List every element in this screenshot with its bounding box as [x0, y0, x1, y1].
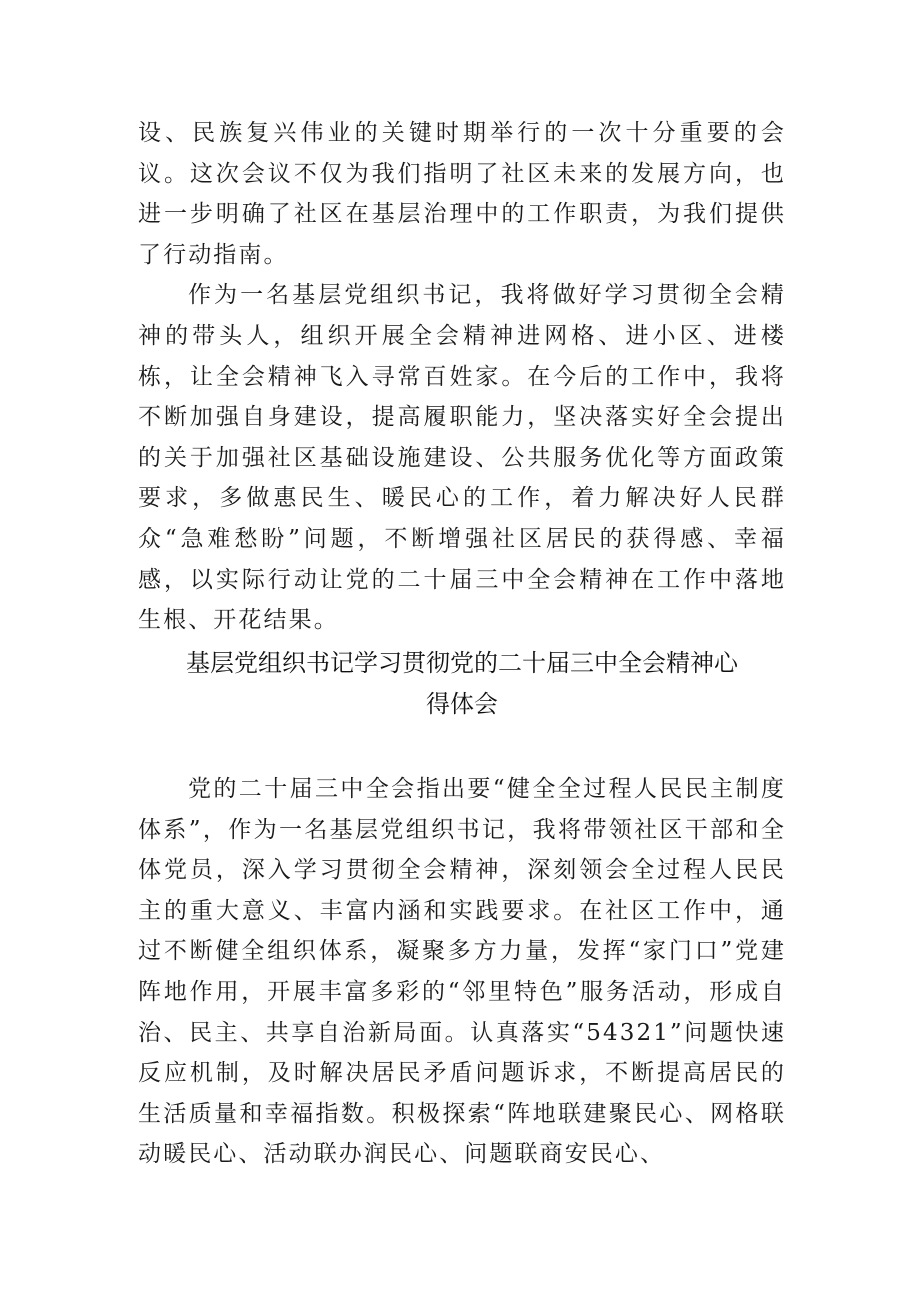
section-title-line1: 基层党组织书记学习贯彻党的二十届三中全会精神心 — [186, 649, 738, 677]
bottom-text-block — [138, 769, 786, 1175]
top-text-block — [138, 113, 786, 641]
paragraph-two: 作为一名基层党组织书记，我将做好学习贯彻全会精神的带头人，组织开展全会精神进网格、进小区、进楼栋，让全会精神飞入寻常百姓家。在今后的工作中，我将不断加强自身建设，提高履职能力，坚决落实好全会提出的关于加强社区基础设施建设、公共服务优化等方面政策要求，多做惠民生、暖民心的工作，着力解决好人民群众“急难愁盼”问题，不断增强社区居民的获得感、幸福感，以实际行动让党的二十届三中全会精神在工作中落地生根、开花结果。 — [138, 282, 786, 634]
section-title — [138, 643, 786, 725]
paragraph-three: 党的二十届三中全会指出要“健全全过程人民民主制度体系”，作为一名基层党组织书记，我将带领社区干部和全体党员，深入学习贯彻全会精神，深刻领会全过程人民民主的重大意义、丰富内涵和实践要求。在社区工作中，通过不断健全组织体系，凝聚多方力量，发挥“家门口”党建阵地作用，开展丰富多彩的“邻里特色”服务活动，形成自治、民主、共享自治新局面。认真落实“54321”问题快速反应机制，及时解决居民矛盾问题诉求，不断提高居民的生活质量和幸福指数。积极探索“阵地联建聚民心、网格联动暖民心、活动联办润民心、问题联商安民心、 — [138, 776, 786, 1168]
paragraph-continuation: 设、民族复兴伟业的关键时期举行的一次十分重要的会议。这次会议不仅为我们指明了社区未来的发展方向，也进一步明确了社区在基层治理中的工作职责，为我们提供了行动指南。 — [138, 120, 786, 268]
section-title-line2: 得体会 — [426, 690, 498, 718]
